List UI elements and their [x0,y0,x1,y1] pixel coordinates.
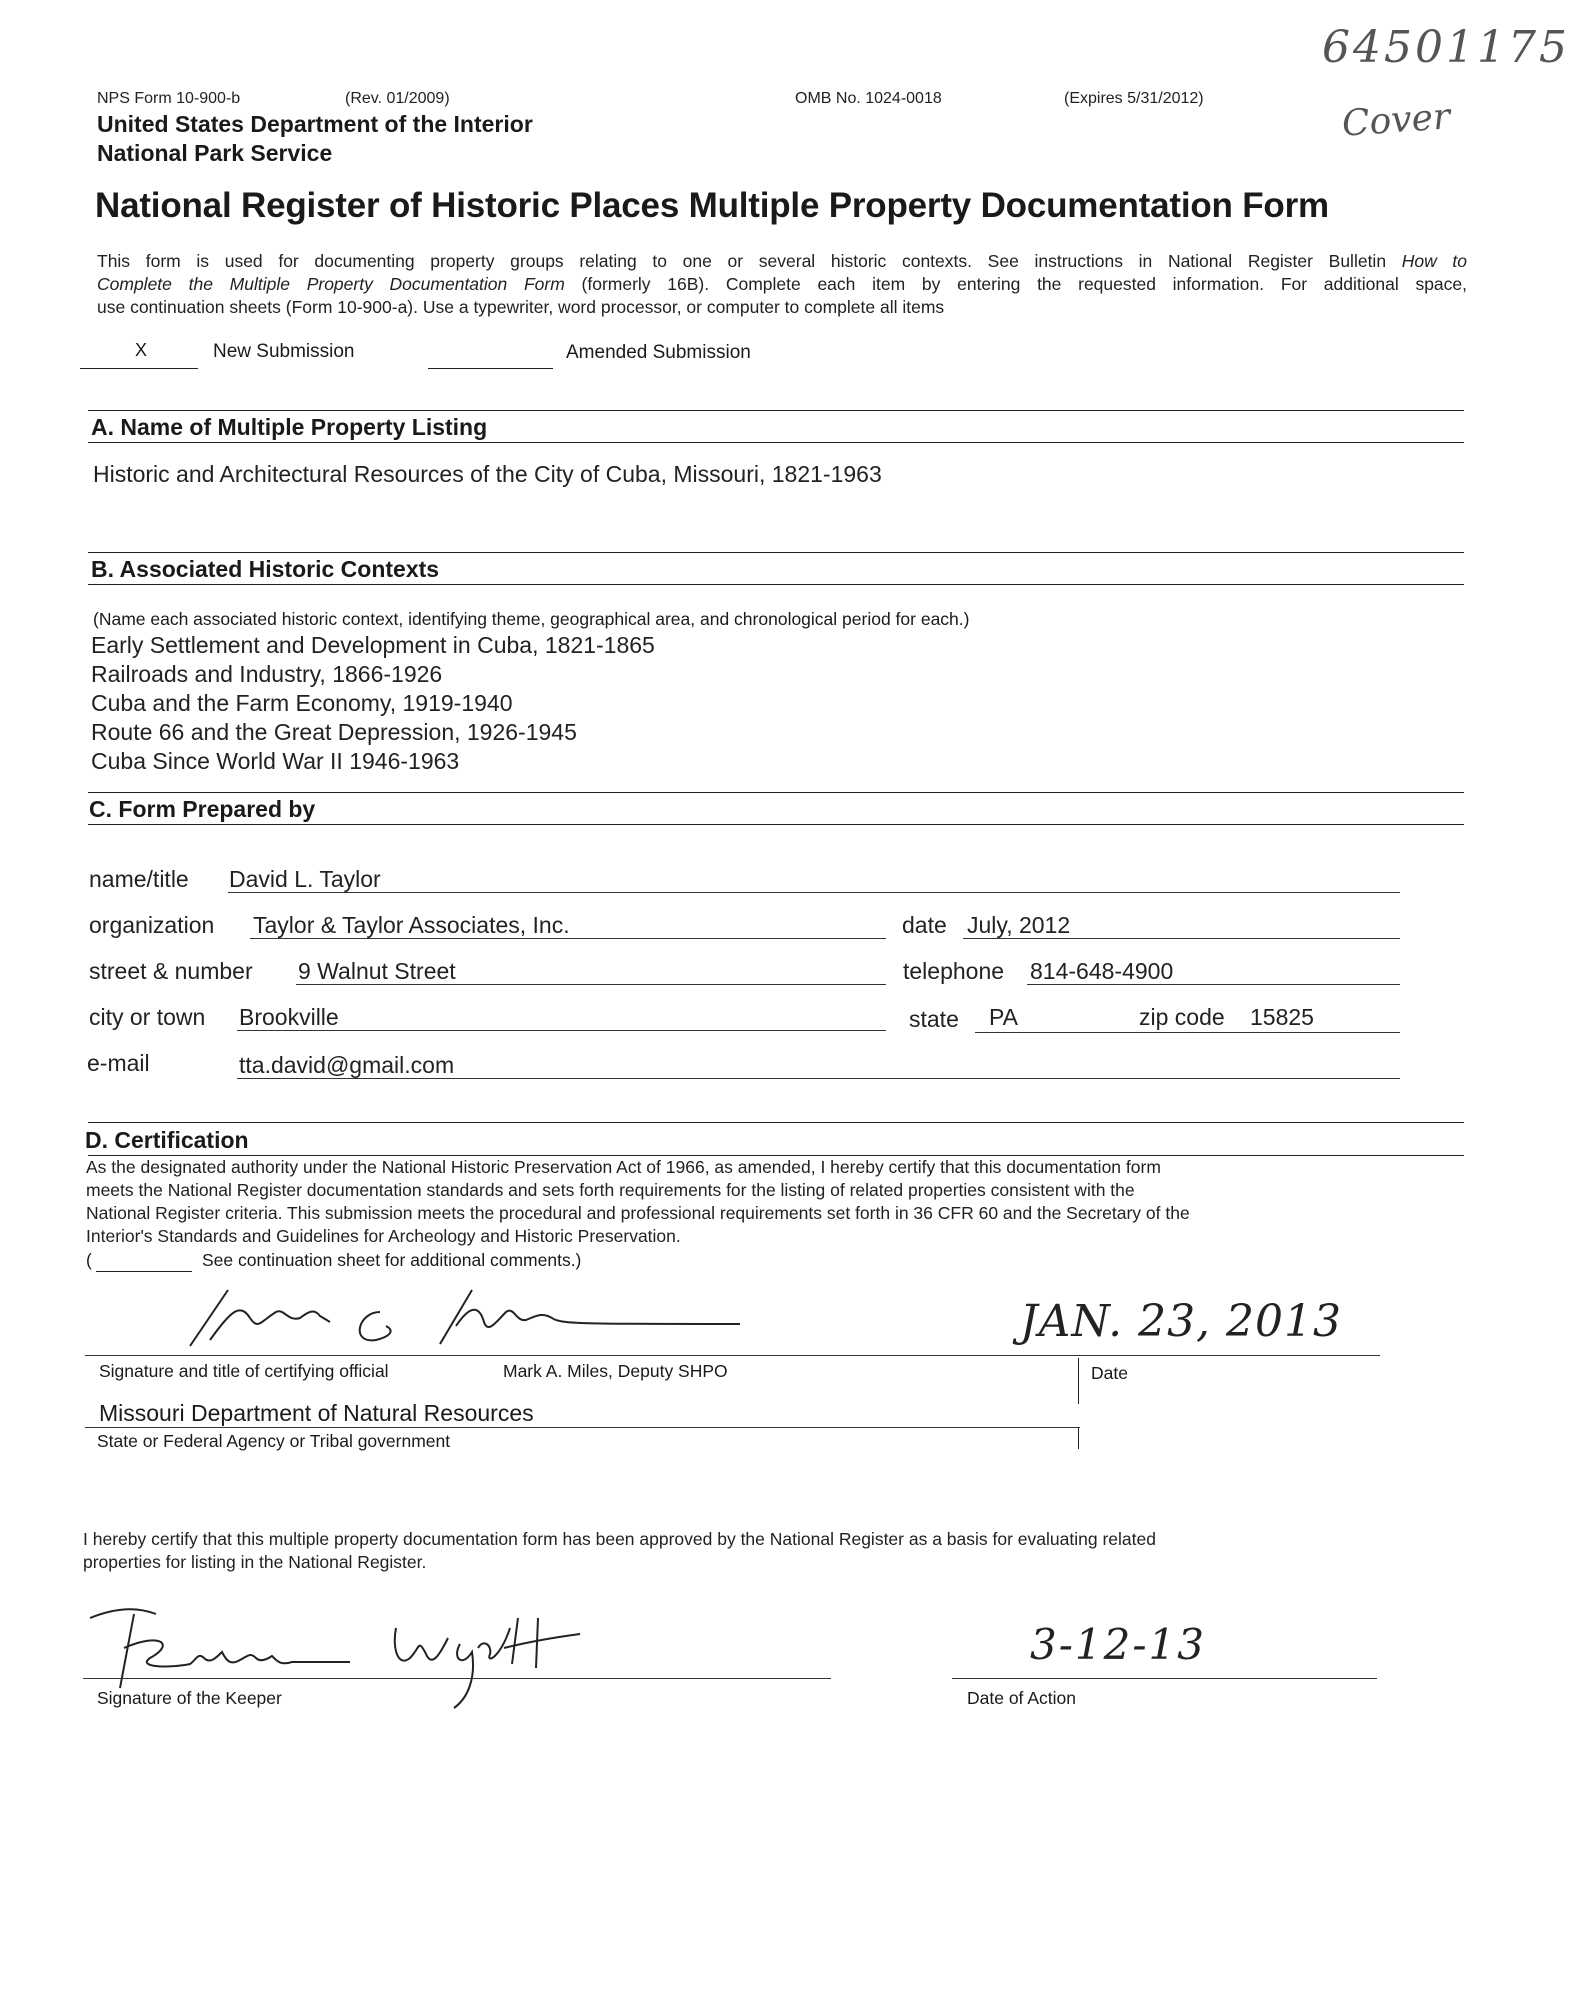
multiple-property-name: Historic and Architectural Resources of the City of Cuba, Missouri, 1821-1963 [93,461,882,487]
intro-line1-italic: How to [1401,251,1467,271]
telephone-field[interactable]: 814-648-4900 [1030,958,1174,984]
amended-submission-checkbox[interactable] [428,338,553,369]
email-field[interactable]: tta.david@gmail.com [239,1052,455,1078]
form-revision: (Rev. 01/2009) [345,90,450,107]
keeper-line: I hereby certify that this multiple property documentation form has been approved by the National Register as a basis for evaluating related [83,1529,1156,1549]
email-label: e-mail [87,1050,150,1076]
intro-line2-italic: Complete the Multiple Property Documentation Form [97,274,565,294]
street-field[interactable]: 9 Walnut Street [298,958,456,984]
certification-line: As the designated authority under the National Historic Preservation Act of 1966, as amended, I hereby certify that this documentation form [86,1157,1161,1177]
official-signature [180,1282,780,1354]
date-label: date [902,912,947,938]
service-name: National Park Service [97,140,333,166]
new-submission-mark: X [135,340,148,360]
context-item: Early Settlement and Development in Cuba, 1821-1865 [91,632,655,658]
state-label: state [909,1006,959,1032]
agency-divider [1078,1427,1079,1449]
agency-field[interactable]: Missouri Department of Natural Resources [99,1400,534,1426]
section-c-heading: C. Form Prepared by [89,796,316,822]
date-divider [1078,1358,1079,1404]
intro-line1: This form is used for documenting property groups relating to one or several historic contexts. See instructions in National Register Bulletin [97,251,1402,271]
form-number: NPS Form 10-900-b [97,90,241,107]
continuation-text: See continuation sheet for additional comments.) [202,1250,582,1270]
keeper-line: properties for listing in the National Register. [83,1552,427,1572]
omb-number: OMB No. 1024-0018 [795,90,942,107]
organization-label: organization [89,912,215,938]
certification-line: National Register criteria. This submission meets the procedural and professional requirements set forth in 36 CFR 60 and the Secretary of the [86,1203,1190,1223]
new-submission-checkbox[interactable] [80,338,198,369]
certification-date-label: Date [1091,1363,1128,1383]
date-field[interactable]: July, 2012 [967,912,1071,938]
intro-line2: (formerly 16B). Complete each item by entering the requested information. For additional space, [564,274,1467,294]
official-signature-label: Signature and title of certifying official [99,1361,389,1381]
intro-line3: use continuation sheets (Form 10-900-a). Use a typewriter, word processor, or computer to complete all items [97,297,945,317]
expiration: (Expires 5/31/2012) [1064,90,1204,107]
telephone-label: telephone [903,958,1005,984]
section-b-instruction: (Name each associated historic context, identifying theme, geographical area, and chronological period for each.) [93,609,970,629]
context-item: Railroads and Industry, 1866-1926 [91,661,443,687]
certification-date: JAN. 23, 2013 [1020,1296,1343,1347]
section-b-heading: B. Associated Historic Contexts [91,556,440,582]
page-title: National Register of Historic Places Multiple Property Documentation Form [95,186,1329,225]
section-a-heading: A. Name of Multiple Property Listing [91,414,488,440]
context-item: Cuba Since World War II 1946-1963 [91,748,460,774]
department-name: United States Department of the Interior [97,111,533,137]
keeper-date: 3-12-13 [1030,1620,1206,1669]
amended-submission-label: Amended Submission [566,342,751,363]
intro-paragraph [97,250,1467,319]
new-submission-label: New Submission [213,341,355,362]
continuation-open-paren: ( [86,1250,92,1270]
keeper-date-label: Date of Action [967,1688,1076,1708]
continuation-checkbox[interactable] [96,1271,192,1272]
zip-label: zip code [1139,1004,1225,1030]
zip-field[interactable]: 15825 [1250,1004,1314,1030]
handwritten-cover-note: Cover [1340,96,1452,145]
name-title-label: name/title [89,866,189,892]
context-item: Route 66 and the Great Depression, 1926-1945 [91,719,577,745]
city-label: city or town [89,1004,206,1030]
state-field[interactable]: PA [989,1004,1018,1030]
organization-field[interactable]: Taylor & Taylor Associates, Inc. [253,912,570,938]
section-d-heading: D. Certification [85,1127,249,1153]
keeper-text [83,1528,1463,1574]
certification-line: Interior's Standards and Guidelines for Archeology and Historic Preservation. [86,1226,681,1246]
context-item: Cuba and the Farm Economy, 1919-1940 [91,690,513,716]
agency-label: State or Federal Agency or Tribal government [97,1431,451,1451]
city-field[interactable]: Brookville [239,1004,339,1030]
official-name: Mark A. Miles, Deputy SHPO [503,1361,728,1381]
certification-line: meets the National Register documentation standards and sets forth requirements for the listing of related properties consistent with the [86,1180,1135,1200]
certification-text [86,1156,1466,1248]
name-title-field[interactable]: David L. Taylor [229,866,381,892]
street-label: street & number [89,958,253,984]
handwritten-ref-number: 64501175 [1322,22,1570,73]
keeper-signature-label: Signature of the Keeper [97,1688,282,1708]
